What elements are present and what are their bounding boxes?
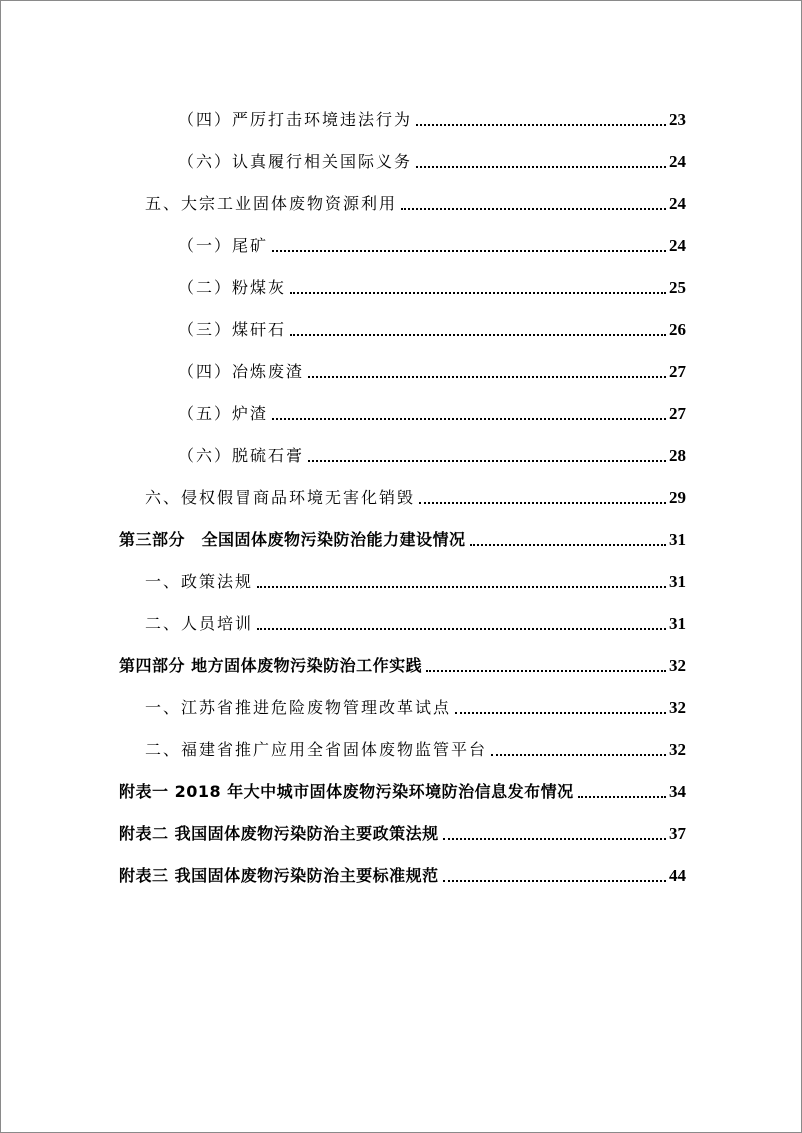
toc-leader-dots bbox=[257, 586, 666, 588]
toc-entry[interactable] bbox=[178, 150, 686, 174]
toc-leader-dots bbox=[419, 502, 666, 504]
toc-section-entry[interactable] bbox=[119, 654, 686, 678]
toc-entry-page: 44 bbox=[669, 866, 686, 885]
toc-entry-page: 28 bbox=[669, 446, 686, 465]
toc-entry-title: 六、侵权假冒商品环境无害化销毁 bbox=[145, 488, 416, 507]
toc-leader-dots bbox=[416, 166, 666, 168]
toc-entry-page: 27 bbox=[669, 404, 686, 423]
toc-entry-title: 第三部分 全国固体废物污染防治能力建设情况 bbox=[119, 530, 466, 549]
toc-entry-page: 25 bbox=[669, 278, 686, 297]
toc-entry[interactable] bbox=[178, 318, 686, 342]
toc-leader-dots bbox=[426, 670, 666, 672]
toc-entry-title: （三）煤矸石 bbox=[178, 320, 287, 339]
toc-appendix-entry[interactable] bbox=[119, 864, 686, 888]
toc-entry-title: 附表二 我国固体废物污染防治主要政策法规 bbox=[119, 824, 439, 843]
toc-entry-title: 五、大宗工业固体废物资源利用 bbox=[145, 194, 398, 213]
toc-entry-page: 34 bbox=[669, 782, 686, 801]
toc-entry-page: 24 bbox=[669, 152, 686, 171]
toc-entry[interactable] bbox=[145, 612, 686, 636]
toc-entry-title: 一、政策法规 bbox=[145, 572, 254, 591]
toc-leader-dots bbox=[257, 628, 666, 630]
toc-entry-title: 一、江苏省推进危险废物管理改革试点 bbox=[145, 698, 452, 717]
toc-entry-page: 26 bbox=[669, 320, 686, 339]
toc-leader-dots bbox=[470, 544, 666, 546]
toc-entry[interactable] bbox=[178, 444, 686, 468]
toc-entry-page: 31 bbox=[669, 614, 686, 633]
toc-entry[interactable] bbox=[145, 570, 686, 594]
toc-entry[interactable] bbox=[145, 696, 686, 720]
toc-entry[interactable] bbox=[178, 360, 686, 384]
toc-entry-page: 24 bbox=[669, 236, 686, 255]
toc-entry[interactable] bbox=[178, 402, 686, 426]
toc-entry[interactable] bbox=[145, 738, 686, 762]
toc-entry-title: 二、人员培训 bbox=[145, 614, 254, 633]
toc-entry-title: 附表一 2018 年大中城市固体废物污染环境防治信息发布情况 bbox=[119, 782, 574, 801]
toc-leader-dots bbox=[290, 292, 666, 294]
toc-entry-title: （二）粉煤灰 bbox=[178, 278, 287, 297]
toc-entry-page: 31 bbox=[669, 572, 686, 591]
toc-entry[interactable] bbox=[178, 276, 686, 300]
toc-entry-title: （六）认真履行相关国际义务 bbox=[178, 152, 413, 171]
toc-leader-dots bbox=[455, 712, 666, 714]
toc-entry[interactable] bbox=[145, 192, 686, 216]
toc-entry-title: 二、福建省推广应用全省固体废物监管平台 bbox=[145, 740, 488, 759]
toc-entry-title: （五）炉渣 bbox=[178, 404, 269, 423]
toc-leader-dots bbox=[401, 208, 666, 210]
toc-leader-dots bbox=[443, 880, 666, 882]
toc-entry-title: 附表三 我国固体废物污染防治主要标准规范 bbox=[119, 866, 439, 885]
toc-entry-title: （六）脱硫石膏 bbox=[178, 446, 305, 465]
toc-entry-title: （四）冶炼废渣 bbox=[178, 362, 305, 381]
toc-entry-page: 23 bbox=[669, 110, 686, 129]
toc-leader-dots bbox=[272, 418, 666, 420]
toc-entry[interactable] bbox=[145, 486, 686, 510]
toc-entry[interactable] bbox=[178, 108, 686, 132]
toc-leader-dots bbox=[308, 376, 666, 378]
toc-entry-title: （一）尾矿 bbox=[178, 236, 269, 255]
toc-leader-dots bbox=[416, 124, 666, 126]
toc-appendix-entry[interactable] bbox=[119, 780, 686, 804]
toc-entry-page: 31 bbox=[669, 530, 686, 549]
toc-entry-page: 24 bbox=[669, 194, 686, 213]
toc-leader-dots bbox=[443, 838, 666, 840]
toc-entry-page: 37 bbox=[669, 824, 686, 843]
toc-entry-title: （四）严厉打击环境违法行为 bbox=[178, 110, 413, 129]
toc-entry-page: 27 bbox=[669, 362, 686, 381]
toc-entry-page: 32 bbox=[669, 656, 686, 675]
toc-appendix-entry[interactable] bbox=[119, 822, 686, 846]
toc-leader-dots bbox=[578, 796, 666, 798]
toc-entry-page: 32 bbox=[669, 698, 686, 717]
table-of-contents bbox=[1, 1, 801, 1132]
toc-entry-page: 32 bbox=[669, 740, 686, 759]
toc-leader-dots bbox=[308, 460, 666, 462]
toc-entry-title: 第四部分 地方固体废物污染防治工作实践 bbox=[119, 656, 423, 675]
toc-leader-dots bbox=[290, 334, 666, 336]
toc-entry-page: 29 bbox=[669, 488, 686, 507]
toc-leader-dots bbox=[272, 250, 666, 252]
toc-leader-dots bbox=[491, 754, 666, 756]
toc-section-entry[interactable] bbox=[119, 528, 686, 552]
toc-entry[interactable] bbox=[178, 234, 686, 258]
